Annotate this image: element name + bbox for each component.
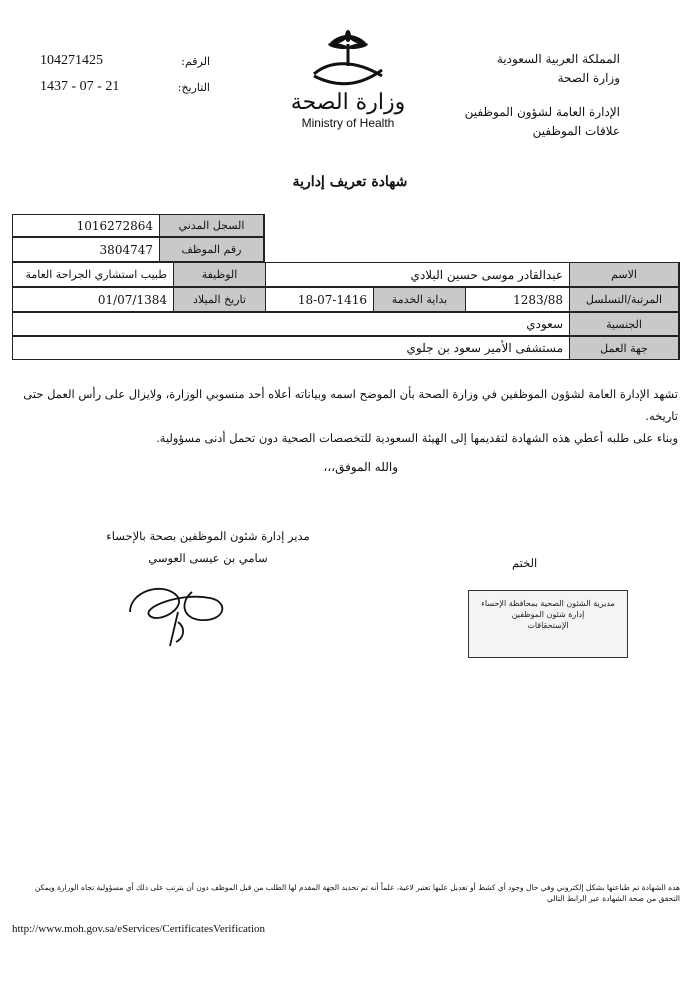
logo-arabic-text: وزارة الصحة	[290, 90, 406, 115]
nationality-row	[12, 312, 680, 336]
verification-url[interactable]: http://www.moh.gov.sa/eServices/CertificatesVerification	[12, 923, 266, 935]
stamp-line-1: مديرية الشئون الصحية بمحافظة الإحساء	[481, 599, 615, 608]
stamp-label: الختم	[512, 556, 538, 570]
footer-disclaimer: هذه الشهادة تم طباعتها بشكل إلكتروني وفي حال وجود أي كشط أو تعديل عليها تعتبر لاغية، علماً أنه تم تحديد الجهة المقدم لها الطلب من قبل الموظف دون أن يترتب على ذلك أي مسؤولية تجاه الوزارة ويمكن التحقق من صحة الشهادة عبر الرابط التالي	[34, 883, 680, 904]
document-date: 1437 - 07 - 21	[40, 79, 120, 94]
logo-english-text: Ministry of Health	[301, 116, 395, 130]
name-label: الاسم	[569, 263, 679, 286]
manager-signature-block	[88, 526, 328, 570]
department-name: الإدارة العامة لشؤون الموظفين	[464, 105, 620, 120]
birth-date-value: 01/07/1384	[97, 292, 167, 307]
stamp-line-2: إدارة شئون الموظفين	[511, 609, 585, 619]
birth-date-label: تاريخ الميلاد	[173, 288, 266, 311]
name-value: عبدالقادر موسى حسين البلادي	[410, 267, 563, 282]
palm-swords-emblem-icon	[308, 30, 388, 86]
ministry-name: وزارة الصحة	[557, 70, 620, 85]
manager-name: سامي بن عيسى العوسي	[148, 550, 268, 565]
stamp-line-3: الإستحقاقات	[527, 620, 569, 630]
section-name: علاقات الموظفين	[532, 123, 620, 138]
certificate-body	[18, 384, 678, 450]
nationality-value: سعودي	[526, 317, 563, 331]
ministry-logo	[288, 30, 408, 140]
kingdom-name: المملكة العربية السعودية	[496, 52, 620, 66]
handwritten-signature-icon	[120, 572, 240, 652]
body-paragraph-2: وبناء على طلبه أعطي هذه الشهادة لتقديمها إلى الهيئة السعودية للتخصصات الصحية دون تحمل أدنى مسؤولية.	[156, 430, 678, 445]
civil-id-value: 1016272864	[76, 218, 153, 233]
reference-number-label: الرقم:	[181, 54, 210, 68]
header-ministry-block	[400, 50, 620, 140]
header-reference-block	[40, 48, 210, 100]
employee-number-row	[12, 237, 265, 262]
service-start-label: بداية الخدمة	[373, 288, 466, 311]
employee-number-label: رقم الموظف	[159, 238, 264, 261]
rank-label: المرتبة/التسلسل	[569, 288, 679, 311]
document-date-label: التاريخ:	[177, 80, 210, 94]
workplace-row	[12, 336, 680, 360]
rank-value: 1283/88	[513, 292, 563, 307]
body-paragraph-1: تشهد الإدارة العامة لشؤون الموظفين في وزارة الصحة بأن الموضح اسمه وبياناته أعلاه أحد منسوبي الوزارة، ولايزال على رأس العمل حتى تاريخه.	[23, 387, 678, 423]
employee-number-value: 3804747	[99, 242, 153, 257]
job-label: الوظيفة	[173, 263, 266, 286]
manager-title: مدير إدارة شئون الموظفين بصحة بالإحساء	[106, 529, 310, 543]
civil-id-row	[12, 214, 265, 237]
civil-id-label: السجل المدني	[159, 215, 264, 236]
job-value: طبيب استشاري الجراحة العامة	[25, 268, 167, 281]
certificate-title: شهادة تعريف إدارية	[292, 174, 408, 190]
service-start-value: 18-07-1416	[297, 292, 367, 307]
official-stamp	[468, 590, 628, 658]
workplace-value: مستشفى الأمير سعود بن جلوي	[406, 341, 563, 355]
closing-phrase: والله الموفق،،،	[323, 460, 398, 474]
name-job-row	[12, 262, 680, 287]
nationality-label: الجنسية	[569, 313, 679, 335]
workplace-label: جهة العمل	[569, 337, 679, 359]
rank-service-birth-row	[12, 287, 680, 312]
reference-number: 104271425	[40, 53, 103, 68]
